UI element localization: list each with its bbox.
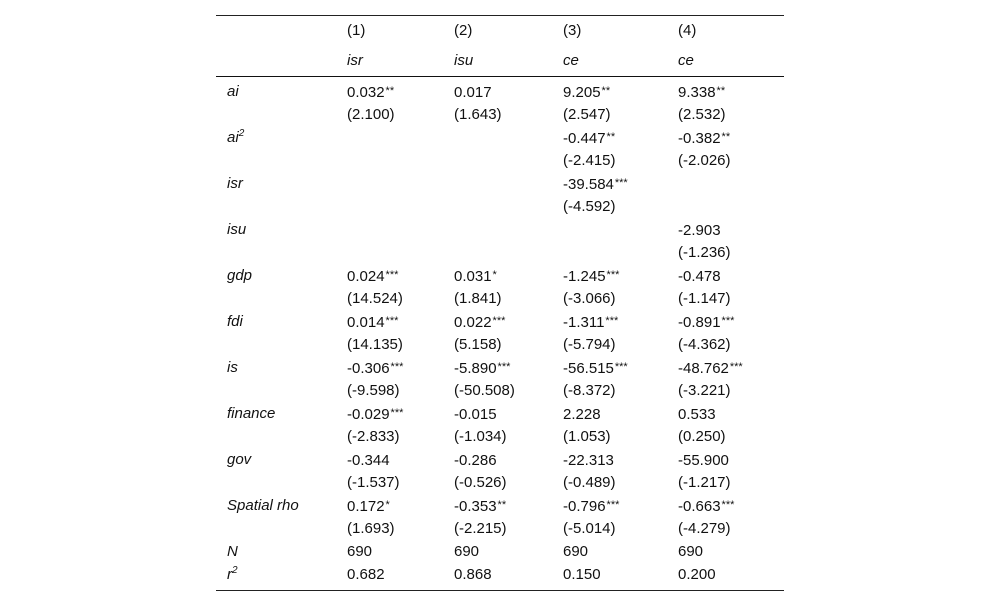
- footer-cell: 0.682: [347, 566, 385, 583]
- coef-value: -0.286: [454, 452, 497, 469]
- significance-stars: **: [721, 131, 731, 143]
- coef-value: 0.017: [454, 84, 492, 101]
- header-depvar-row: [216, 46, 784, 76]
- row-label-text: Spatial rho: [227, 497, 299, 514]
- col-depvar: isu: [454, 52, 474, 69]
- tstat-cell: (-0.526): [454, 474, 507, 491]
- significance-stars: ***: [497, 361, 511, 373]
- table-row-coef: [216, 80, 784, 103]
- coef-cell: [454, 448, 498, 472]
- tstat-cell: (-2.026): [678, 152, 731, 169]
- coef-value: -55.900: [678, 452, 729, 469]
- row-label: [227, 402, 275, 425]
- coef-cell: [347, 80, 394, 104]
- tstat-cell: (0.250): [678, 428, 726, 445]
- tstat-cell: (1.643): [454, 106, 502, 123]
- regression-table: [216, 15, 784, 591]
- table-row-coef: [216, 494, 784, 517]
- tstat-cell: (2.100): [347, 106, 395, 123]
- col-number: (1): [347, 22, 366, 39]
- coef-value: 0.031: [454, 268, 492, 285]
- significance-stars: **: [601, 85, 611, 97]
- coef-value: 9.205: [563, 84, 601, 101]
- table-row-tstat: [216, 517, 784, 540]
- coef-cell: [563, 126, 615, 150]
- coef-cell: [678, 80, 725, 104]
- coef-cell: [563, 172, 628, 196]
- coef-cell: [678, 172, 679, 196]
- coef-cell: [678, 402, 717, 426]
- significance-stars: *: [492, 269, 497, 281]
- significance-stars: ***: [614, 361, 628, 373]
- significance-stars: ***: [614, 177, 628, 189]
- coef-cell: [678, 494, 734, 518]
- coef-cell: [454, 310, 505, 334]
- significance-stars: ***: [605, 315, 619, 327]
- row-label: [227, 448, 251, 471]
- table-row-tstat: [216, 241, 784, 264]
- footer-cell: 0.868: [454, 566, 492, 583]
- coef-value: -0.344: [347, 452, 390, 469]
- row-label: [227, 172, 243, 195]
- row-label: [227, 310, 243, 333]
- coef-cell: [454, 218, 455, 242]
- coef-cell: [347, 218, 348, 242]
- coef-value: 0.032: [347, 84, 385, 101]
- coef-cell: [347, 126, 348, 150]
- table-row-tstat: [216, 333, 784, 356]
- tstat-cell: (-1.537): [347, 474, 400, 491]
- tstat-cell: (5.158): [454, 336, 502, 353]
- table-row-footer: [216, 563, 784, 586]
- coef-cell: [454, 126, 455, 150]
- table-row-coef: [216, 402, 784, 425]
- coef-cell: [678, 356, 743, 380]
- tstat-cell: (-4.362): [678, 336, 731, 353]
- significance-stars: ***: [385, 315, 399, 327]
- table-row-tstat: [216, 287, 784, 310]
- table-row-tstat: [216, 195, 784, 218]
- coef-value: -1.245: [563, 268, 606, 285]
- coef-cell: [454, 80, 493, 104]
- row-label: [227, 126, 244, 149]
- row-label-text: finance: [227, 405, 276, 422]
- row-label: [227, 494, 299, 517]
- coef-value: -0.891: [678, 314, 721, 331]
- coef-cell: [563, 218, 564, 242]
- coef-cell: [563, 494, 619, 518]
- col-depvar: ce: [678, 52, 694, 69]
- significance-stars: *: [385, 499, 390, 511]
- col-depvar: isr: [347, 52, 363, 69]
- significance-stars: ***: [385, 269, 399, 281]
- coef-value: 0.014: [347, 314, 385, 331]
- significance-stars: ***: [492, 315, 506, 327]
- footer-cell: 690: [454, 543, 480, 560]
- coef-cell: [454, 402, 498, 426]
- coef-value: 0.172: [347, 498, 385, 515]
- coef-cell: [454, 172, 455, 196]
- coef-cell: [563, 402, 602, 426]
- coef-cell: [347, 494, 390, 518]
- tstat-cell: (-0.489): [563, 474, 616, 491]
- tstat-cell: (14.524): [347, 290, 403, 307]
- row-label-text: N: [227, 543, 238, 560]
- coef-cell: [678, 448, 730, 472]
- row-label-text: ai: [227, 83, 239, 100]
- coef-cell: [347, 172, 348, 196]
- coef-value: -2.903: [678, 222, 721, 239]
- coef-value: 9.338: [678, 84, 716, 101]
- tstat-cell: (-5.794): [563, 336, 616, 353]
- coef-cell: [563, 310, 618, 334]
- tstat-cell: (-1.034): [454, 428, 507, 445]
- col-depvar: ce: [563, 52, 579, 69]
- footer-cell: 690: [563, 543, 589, 560]
- significance-stars: ***: [721, 315, 735, 327]
- row-label: [227, 563, 238, 586]
- col-number: (4): [678, 22, 697, 39]
- coef-value: -48.762: [678, 360, 729, 377]
- coef-value: -0.447: [563, 130, 606, 147]
- coef-value: -0.015: [454, 406, 497, 423]
- table-row-tstat: [216, 103, 784, 126]
- coef-cell: [454, 264, 497, 288]
- significance-stars: ***: [390, 407, 404, 419]
- table-row-coef: [216, 310, 784, 333]
- table-row-coef: [216, 264, 784, 287]
- coef-cell: [678, 126, 730, 150]
- row-label-text: gdp: [227, 267, 253, 284]
- coef-cell: [678, 264, 722, 288]
- footer-cell: 690: [678, 543, 704, 560]
- row-label-text: is: [227, 359, 238, 376]
- coef-value: 0.024: [347, 268, 385, 285]
- coef-cell: [563, 356, 628, 380]
- table-row-tstat: [216, 379, 784, 402]
- tstat-cell: (-4.592): [563, 198, 616, 215]
- tstat-cell: (2.547): [563, 106, 611, 123]
- row-label-text: isu: [227, 221, 247, 238]
- coef-value: -56.515: [563, 360, 614, 377]
- table-row-footer: [216, 540, 784, 563]
- significance-stars: ***: [390, 361, 404, 373]
- coef-cell: [454, 494, 506, 518]
- coef-value: -0.306: [347, 360, 390, 377]
- coef-value: 2.228: [563, 406, 601, 423]
- tstat-cell: (-50.508): [454, 382, 515, 399]
- table-row-coef: [216, 218, 784, 241]
- significance-stars: **: [497, 499, 507, 511]
- significance-stars: **: [385, 85, 395, 97]
- tstat-cell: (-8.372): [563, 382, 616, 399]
- tstat-cell: (14.135): [347, 336, 403, 353]
- coef-cell: [563, 80, 610, 104]
- tstat-cell: (1.841): [454, 290, 502, 307]
- coef-value: -0.478: [678, 268, 721, 285]
- coef-cell: [678, 218, 722, 242]
- coef-cell: [563, 448, 615, 472]
- col-number: (2): [454, 22, 473, 39]
- row-label-text: gov: [227, 451, 252, 468]
- tstat-cell: (-1.147): [678, 290, 731, 307]
- significance-stars: ***: [721, 499, 735, 511]
- table-row-coef: [216, 172, 784, 195]
- table-row-coef: [216, 448, 784, 471]
- tstat-cell: (-9.598): [347, 382, 400, 399]
- tstat-cell: (-2.415): [563, 152, 616, 169]
- row-label: [227, 218, 246, 241]
- coef-value: -0.663: [678, 498, 721, 515]
- coef-cell: [563, 264, 619, 288]
- coef-value: -0.382: [678, 130, 721, 147]
- row-label: [227, 356, 238, 379]
- coef-cell: [347, 264, 398, 288]
- header-numbers-row: [216, 16, 784, 46]
- coef-value: -0.796: [563, 498, 606, 515]
- significance-stars: ***: [606, 269, 620, 281]
- row-label: [227, 540, 238, 563]
- row-label-text: ai: [227, 129, 239, 146]
- tstat-cell: (-1.236): [678, 244, 731, 261]
- table-body: [216, 77, 784, 586]
- coef-value: -0.353: [454, 498, 497, 515]
- coef-cell: [454, 356, 510, 380]
- table-row-coef: [216, 126, 784, 149]
- coef-value: 0.022: [454, 314, 492, 331]
- coef-value: 0.533: [678, 406, 716, 423]
- table-row-coef: [216, 356, 784, 379]
- tstat-cell: (1.053): [563, 428, 611, 445]
- coef-cell: [347, 356, 403, 380]
- tstat-cell: (1.693): [347, 520, 395, 537]
- footer-cell: 0.200: [678, 566, 716, 583]
- tstat-cell: (-4.279): [678, 520, 731, 537]
- coef-value: -22.313: [563, 452, 614, 469]
- table-row-tstat: [216, 471, 784, 494]
- footer-cell: 0.150: [563, 566, 601, 583]
- table-row-tstat: [216, 425, 784, 448]
- coef-value: -39.584: [563, 176, 614, 193]
- row-label-superscript: 2: [238, 128, 245, 139]
- significance-stars: **: [716, 85, 726, 97]
- coef-cell: [347, 402, 403, 426]
- significance-stars: **: [606, 131, 616, 143]
- table-row-tstat: [216, 149, 784, 172]
- significance-stars: ***: [606, 499, 620, 511]
- footer-cell: 690: [347, 543, 373, 560]
- row-label-superscript: 2: [232, 565, 238, 576]
- tstat-cell: (-3.221): [678, 382, 731, 399]
- significance-stars: ***: [729, 361, 743, 373]
- col-number: (3): [563, 22, 582, 39]
- row-label: [227, 264, 252, 287]
- tstat-cell: (-2.215): [454, 520, 507, 537]
- bottom-rule: [216, 590, 784, 591]
- coef-cell: [347, 310, 398, 334]
- tstat-cell: (2.532): [678, 106, 726, 123]
- coef-value: -5.890: [454, 360, 497, 377]
- coef-value: -0.029: [347, 406, 390, 423]
- tstat-cell: (-1.217): [678, 474, 731, 491]
- row-label-text: fdi: [227, 313, 243, 330]
- row-label-text: r: [227, 566, 232, 583]
- coef-cell: [347, 448, 391, 472]
- tstat-cell: (-3.066): [563, 290, 616, 307]
- coef-value: -1.311: [563, 314, 605, 331]
- row-label-text: isr: [227, 175, 243, 192]
- coef-cell: [678, 310, 734, 334]
- row-label: [227, 80, 239, 103]
- tstat-cell: (-5.014): [563, 520, 616, 537]
- tstat-cell: (-2.833): [347, 428, 400, 445]
